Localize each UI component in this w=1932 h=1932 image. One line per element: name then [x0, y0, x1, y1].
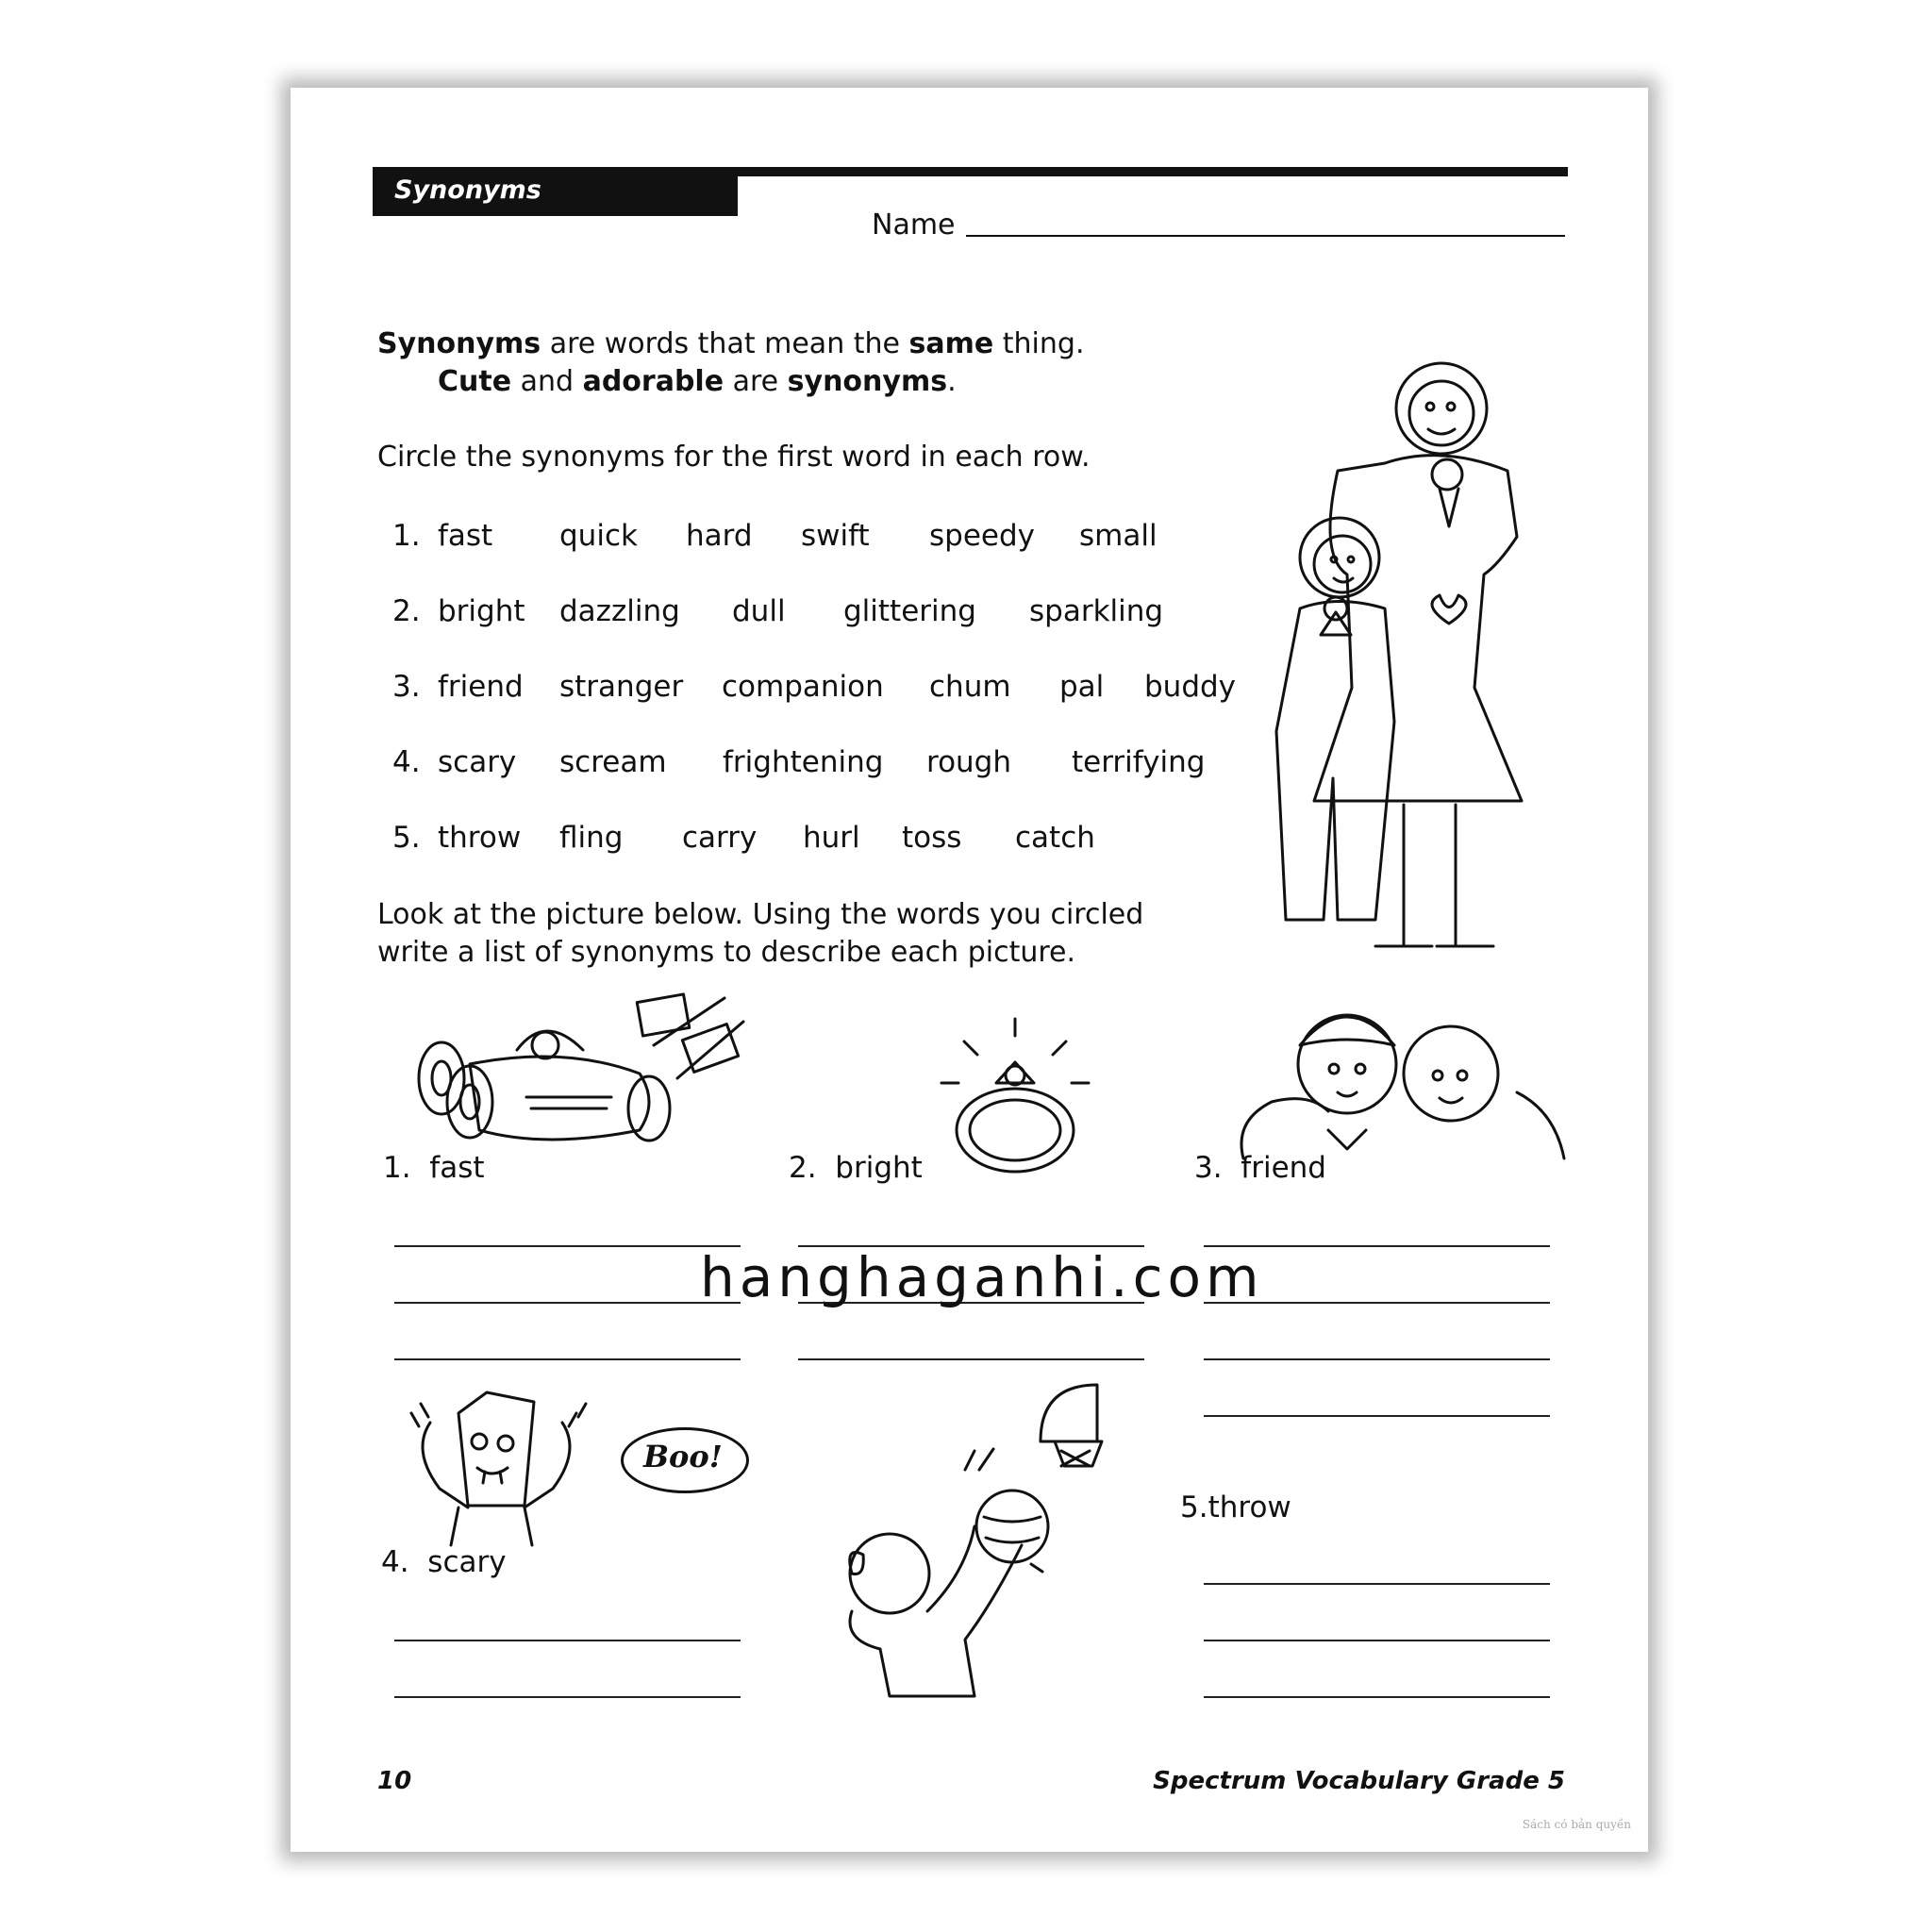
choice-word[interactable]: hard	[686, 519, 753, 553]
choice-word[interactable]: fling	[559, 821, 624, 855]
answer-line[interactable]	[1204, 1583, 1550, 1585]
choice-word[interactable]: rough	[926, 745, 1012, 779]
answer-line[interactable]	[1204, 1415, 1550, 1417]
row-number: 3.	[392, 670, 421, 704]
children-icecream-illustration	[1262, 352, 1574, 956]
picture-label-3: 3. friend	[1194, 1151, 1326, 1185]
answer-line[interactable]	[394, 1245, 741, 1247]
row-number: 4.	[392, 745, 421, 779]
choice-word[interactable]: companion	[722, 670, 884, 704]
answer-line[interactable]	[1204, 1696, 1550, 1698]
diamond-ring-illustration	[940, 1017, 1091, 1177]
paper-bag-monster-illustration	[402, 1385, 600, 1545]
instruction-text: Circle the synonyms for the first word in each row.	[377, 441, 1091, 474]
picture-label-4: 4. scary	[381, 1545, 507, 1579]
picture-label-2: 2. bright	[789, 1151, 923, 1185]
worksheet-page	[291, 88, 1648, 1852]
choice-word[interactable]: swift	[801, 519, 870, 553]
target-word: scary	[438, 745, 517, 779]
row-number: 5.	[392, 821, 421, 855]
answer-line[interactable]	[1204, 1358, 1550, 1360]
answer-line[interactable]	[394, 1640, 741, 1641]
answer-line[interactable]	[394, 1302, 741, 1304]
choice-word[interactable]: scream	[559, 745, 667, 779]
choice-word[interactable]: terrifying	[1072, 745, 1206, 779]
choice-word[interactable]: frightening	[723, 745, 884, 779]
choice-word[interactable]: carry	[682, 821, 758, 855]
row-number: 1.	[392, 519, 421, 553]
row-number: 2.	[392, 594, 421, 628]
book-title: Spectrum Vocabulary Grade 5	[1153, 1767, 1565, 1795]
choice-word[interactable]: quick	[559, 519, 638, 553]
picture-label-1: 1. fast	[383, 1151, 485, 1185]
watermark: hanghaganhi.com	[700, 1245, 1264, 1309]
example-line: Cute and adorable are synonyms.	[438, 365, 957, 398]
answer-line[interactable]	[394, 1696, 741, 1698]
answer-line[interactable]	[394, 1358, 741, 1360]
choice-word[interactable]: dull	[732, 594, 786, 628]
section-title: Synonyms	[394, 175, 541, 205]
answer-line[interactable]	[798, 1358, 1144, 1360]
target-word: bright	[438, 594, 525, 628]
choice-word[interactable]: speedy	[929, 519, 1035, 553]
page-number: 10	[377, 1767, 412, 1795]
speech-bubble-text: Boo!	[643, 1439, 723, 1474]
target-word: fast	[438, 519, 493, 553]
choice-word[interactable]: buddy	[1144, 670, 1237, 704]
choice-word[interactable]: glittering	[843, 594, 976, 628]
choice-word[interactable]: pal	[1059, 670, 1105, 704]
picture-label-5: 5.throw	[1180, 1491, 1291, 1524]
name-field[interactable]	[966, 235, 1565, 237]
name-label: Name	[872, 208, 956, 242]
answer-line[interactable]	[1204, 1640, 1550, 1641]
choice-word[interactable]: stranger	[559, 670, 684, 704]
choice-word[interactable]: sparkling	[1029, 594, 1164, 628]
girl-throwing-ball-illustration	[814, 1375, 1154, 1701]
choice-word[interactable]: chum	[929, 670, 1011, 704]
definition-line: Synonyms are words that mean the same thing.	[377, 327, 1085, 360]
picture-instruction-2: write a list of synonyms to describe each picture.	[377, 936, 1076, 969]
choice-word[interactable]: small	[1079, 519, 1158, 553]
target-word: friend	[438, 670, 524, 704]
header-rule	[738, 167, 1568, 176]
copyright-note: Sách có bản quyền	[1522, 1818, 1631, 1831]
race-car-illustration	[413, 993, 791, 1154]
choice-word[interactable]: catch	[1015, 821, 1095, 855]
target-word: throw	[438, 821, 522, 855]
two-friends-illustration	[1234, 998, 1574, 1168]
picture-instruction-1: Look at the picture below. Using the words you circled	[377, 898, 1144, 931]
choice-word[interactable]: dazzling	[559, 594, 680, 628]
choice-word[interactable]: toss	[902, 821, 962, 855]
choice-word[interactable]: hurl	[803, 821, 860, 855]
